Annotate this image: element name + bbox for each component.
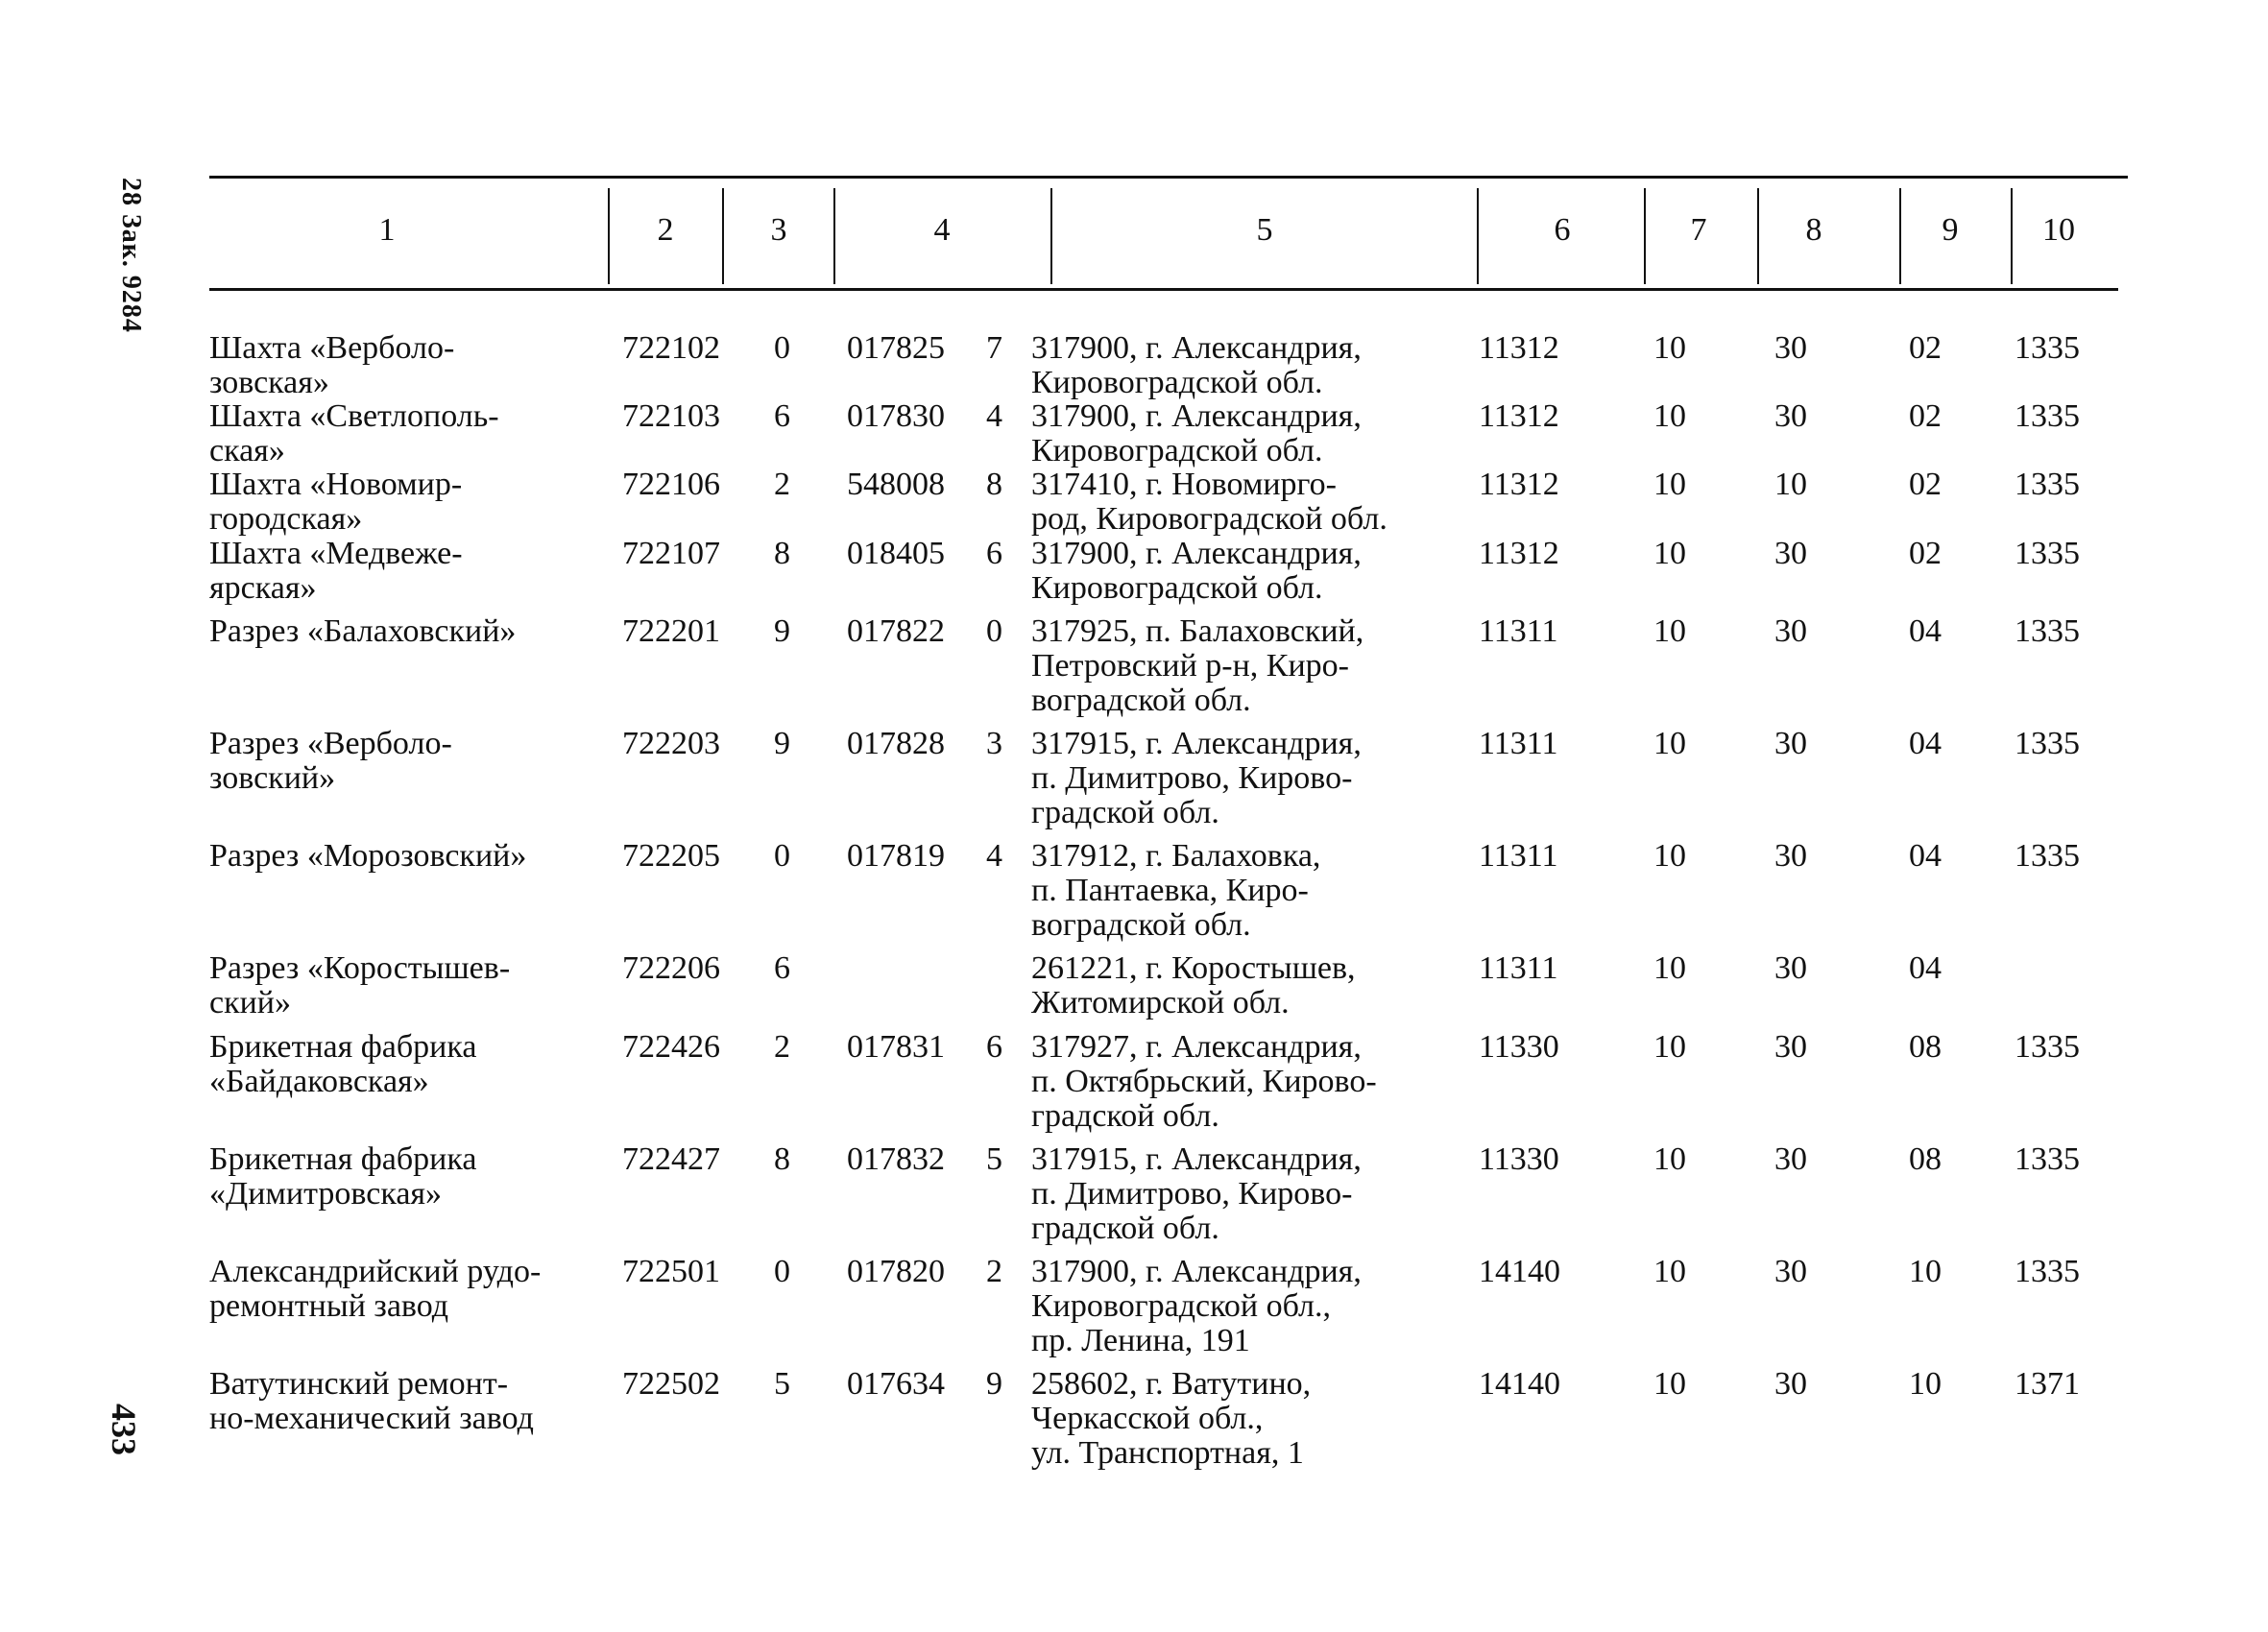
code-col-6: 11311 — [1479, 726, 1558, 761]
code-col-3: 2 — [774, 467, 790, 502]
code-col-8: 30 — [1774, 726, 1807, 761]
code-col-6: 11312 — [1479, 467, 1559, 502]
address: 317912, г. Балаховка, п. Пантаевка, Киро- воградской обл. — [1031, 838, 1321, 943]
code-col-10: 1335 — [2015, 838, 2080, 874]
header-separator — [833, 188, 835, 284]
enterprise-name: Брикетная фабрика «Байдаковская» — [209, 1029, 477, 1099]
code-col-2: 722427 — [622, 1141, 720, 1177]
code-col-4: 017819 — [847, 838, 945, 874]
code-col-9: 04 — [1909, 838, 1942, 874]
column-header-2: 2 — [657, 212, 674, 248]
code-col-6: 11312 — [1479, 398, 1559, 434]
code-col-8: 30 — [1774, 330, 1807, 366]
code-col-4-digit: 5 — [986, 1141, 1002, 1177]
enterprise-name: Шахта «Светлополь- ская» — [209, 398, 499, 468]
code-col-6: 11330 — [1479, 1141, 1559, 1177]
code-col-4: 018405 — [847, 536, 945, 571]
enterprise-name: Ватутинский ремонт- но-механический завод — [209, 1366, 534, 1436]
code-col-7: 10 — [1653, 398, 1686, 434]
code-col-10: 1335 — [2015, 1254, 2080, 1289]
code-col-2: 722107 — [622, 536, 720, 571]
enterprise-name: Разрез «Коростышев- ский» — [209, 950, 511, 1020]
header-separator — [722, 188, 724, 284]
code-col-7: 10 — [1653, 950, 1686, 986]
code-col-2: 722201 — [622, 613, 720, 649]
code-col-4: 017828 — [847, 726, 945, 761]
code-col-9: 04 — [1909, 950, 1942, 986]
column-header-7: 7 — [1690, 212, 1707, 248]
code-col-10: 1335 — [2015, 536, 2080, 571]
code-col-7: 10 — [1653, 1366, 1686, 1402]
code-col-10: 1335 — [2015, 330, 2080, 366]
code-col-3: 0 — [774, 330, 790, 366]
code-col-4: 017822 — [847, 613, 945, 649]
code-col-4-digit: 4 — [986, 398, 1002, 434]
code-col-3: 6 — [774, 398, 790, 434]
code-col-4-digit: 6 — [986, 536, 1002, 571]
code-col-4-digit: 2 — [986, 1254, 1002, 1289]
address: 317915, г. Александрия, п. Димитрово, Кирово- градской обл. — [1031, 726, 1362, 830]
code-col-9: 02 — [1909, 536, 1942, 571]
enterprise-name: Разрез «Морозовский» — [209, 838, 527, 874]
address: 317900, г. Александрия, Кировоградской обл. — [1031, 330, 1362, 400]
address: 317927, г. Александрия, п. Октябрьский, Кирово- градской обл. — [1031, 1029, 1377, 1134]
code-col-6: 11330 — [1479, 1029, 1559, 1065]
code-col-6: 11311 — [1479, 613, 1558, 649]
address: 317410, г. Новомирго- род, Кировоградской обл. — [1031, 467, 1387, 537]
code-col-3: 9 — [774, 613, 790, 649]
enterprise-name: Шахта «Медвеже- ярская» — [209, 536, 463, 606]
code-col-4: 017831 — [847, 1029, 945, 1065]
enterprise-name: Шахта «Верболо- зовская» — [209, 330, 455, 400]
column-header-5: 5 — [1256, 212, 1273, 248]
code-col-4-digit: 8 — [986, 467, 1002, 502]
archive-order-note: 28 Зак. 9284 — [116, 178, 146, 333]
code-col-6: 11312 — [1479, 330, 1559, 366]
enterprise-name: Разрез «Верболо- зовский» — [209, 726, 452, 796]
code-col-7: 10 — [1653, 613, 1686, 649]
code-col-10: 1371 — [2015, 1366, 2080, 1402]
table-header-rule — [209, 288, 2118, 291]
code-col-6: 11311 — [1479, 838, 1558, 874]
address: 317900, г. Александрия, Кировоградской обл., пр. Ленина, 191 — [1031, 1254, 1362, 1358]
code-col-3: 6 — [774, 950, 790, 986]
code-col-3: 0 — [774, 1254, 790, 1289]
code-col-4: 017832 — [847, 1141, 945, 1177]
header-separator — [1899, 188, 1901, 284]
address: 317925, п. Балаховский, Петровский р-н, Киро- воградской обл. — [1031, 613, 1364, 718]
header-separator — [1644, 188, 1646, 284]
code-col-8: 30 — [1774, 950, 1807, 986]
code-col-2: 722501 — [622, 1254, 720, 1289]
header-separator — [1757, 188, 1759, 284]
enterprise-name: Разрез «Балаховский» — [209, 613, 517, 649]
code-col-2: 722206 — [622, 950, 720, 986]
code-col-3: 5 — [774, 1366, 790, 1402]
code-col-9: 04 — [1909, 613, 1942, 649]
code-col-4-digit: 7 — [986, 330, 1002, 366]
code-col-7: 10 — [1653, 1254, 1686, 1289]
code-col-3: 9 — [774, 726, 790, 761]
code-col-7: 10 — [1653, 536, 1686, 571]
code-col-3: 0 — [774, 838, 790, 874]
code-col-4: 017634 — [847, 1366, 945, 1402]
code-col-3: 2 — [774, 1029, 790, 1065]
code-col-9: 02 — [1909, 398, 1942, 434]
code-col-7: 10 — [1653, 1029, 1686, 1065]
code-col-2: 722106 — [622, 467, 720, 502]
code-col-8: 30 — [1774, 1366, 1807, 1402]
header-separator — [608, 188, 610, 284]
table-top-rule — [209, 176, 2128, 179]
code-col-9: 08 — [1909, 1029, 1942, 1065]
code-col-4: 017825 — [847, 330, 945, 366]
page-number: 433 — [105, 1404, 143, 1455]
code-col-8: 30 — [1774, 613, 1807, 649]
enterprise-name: Александрийский рудо- ремонтный завод — [209, 1254, 542, 1324]
column-header-6: 6 — [1554, 212, 1571, 248]
enterprise-name: Брикетная фабрика «Димитровская» — [209, 1141, 477, 1212]
header-separator — [2011, 188, 2013, 284]
column-header-1: 1 — [378, 212, 396, 248]
column-header-3: 3 — [770, 212, 787, 248]
header-separator — [1477, 188, 1479, 284]
code-col-8: 30 — [1774, 1141, 1807, 1177]
code-col-10: 1335 — [2015, 1029, 2080, 1065]
code-col-8: 30 — [1774, 1254, 1807, 1289]
enterprise-name: Шахта «Новомир- городская» — [209, 467, 463, 537]
code-col-8: 30 — [1774, 838, 1807, 874]
code-col-9: 10 — [1909, 1366, 1942, 1402]
code-col-6: 11311 — [1479, 950, 1558, 986]
address: 261221, г. Коростышев, Житомирской обл. — [1031, 950, 1356, 1020]
code-col-3: 8 — [774, 1141, 790, 1177]
code-col-4-digit: 4 — [986, 838, 1002, 874]
code-col-9: 10 — [1909, 1254, 1942, 1289]
code-col-9: 02 — [1909, 467, 1942, 502]
code-col-2: 722426 — [622, 1029, 720, 1065]
address: 258602, г. Ватутино, Черкасской обл., ул. Транспортная, 1 — [1031, 1366, 1312, 1471]
code-col-10: 1335 — [2015, 726, 2080, 761]
code-col-7: 10 — [1653, 838, 1686, 874]
code-col-9: 04 — [1909, 726, 1942, 761]
column-header-9: 9 — [1942, 212, 1959, 248]
code-col-8: 30 — [1774, 1029, 1807, 1065]
code-col-9: 08 — [1909, 1141, 1942, 1177]
code-col-10: 1335 — [2015, 1141, 2080, 1177]
code-col-4: 548008 — [847, 467, 945, 502]
code-col-3: 8 — [774, 536, 790, 571]
code-col-10: 1335 — [2015, 467, 2080, 502]
column-header-10: 10 — [2042, 212, 2075, 248]
code-col-8: 30 — [1774, 398, 1807, 434]
code-col-6: 14140 — [1479, 1366, 1560, 1402]
address: 317900, г. Александрия, Кировоградской обл. — [1031, 536, 1362, 606]
code-col-6: 14140 — [1479, 1254, 1560, 1289]
code-col-7: 10 — [1653, 330, 1686, 366]
code-col-7: 10 — [1653, 467, 1686, 502]
code-col-2: 722502 — [622, 1366, 720, 1402]
code-col-8: 30 — [1774, 536, 1807, 571]
code-col-2: 722205 — [622, 838, 720, 874]
code-col-10: 1335 — [2015, 613, 2080, 649]
code-col-4-digit: 9 — [986, 1366, 1002, 1402]
column-header-4: 4 — [933, 212, 951, 248]
code-col-4-digit: 0 — [986, 613, 1002, 649]
code-col-4-digit: 6 — [986, 1029, 1002, 1065]
code-col-7: 10 — [1653, 1141, 1686, 1177]
code-col-2: 722103 — [622, 398, 720, 434]
code-col-4: 017820 — [847, 1254, 945, 1289]
code-col-10: 1335 — [2015, 398, 2080, 434]
code-col-9: 02 — [1909, 330, 1942, 366]
code-col-2: 722102 — [622, 330, 720, 366]
code-col-7: 10 — [1653, 726, 1686, 761]
code-col-8: 10 — [1774, 467, 1807, 502]
address: 317900, г. Александрия, Кировоградской обл. — [1031, 398, 1362, 468]
code-col-2: 722203 — [622, 726, 720, 761]
code-col-4-digit: 3 — [986, 726, 1002, 761]
header-separator — [1050, 188, 1052, 284]
code-col-4: 017830 — [847, 398, 945, 434]
address: 317915, г. Александрия, п. Димитрово, Кирово- градской обл. — [1031, 1141, 1362, 1246]
code-col-6: 11312 — [1479, 536, 1559, 571]
column-header-8: 8 — [1805, 212, 1822, 248]
